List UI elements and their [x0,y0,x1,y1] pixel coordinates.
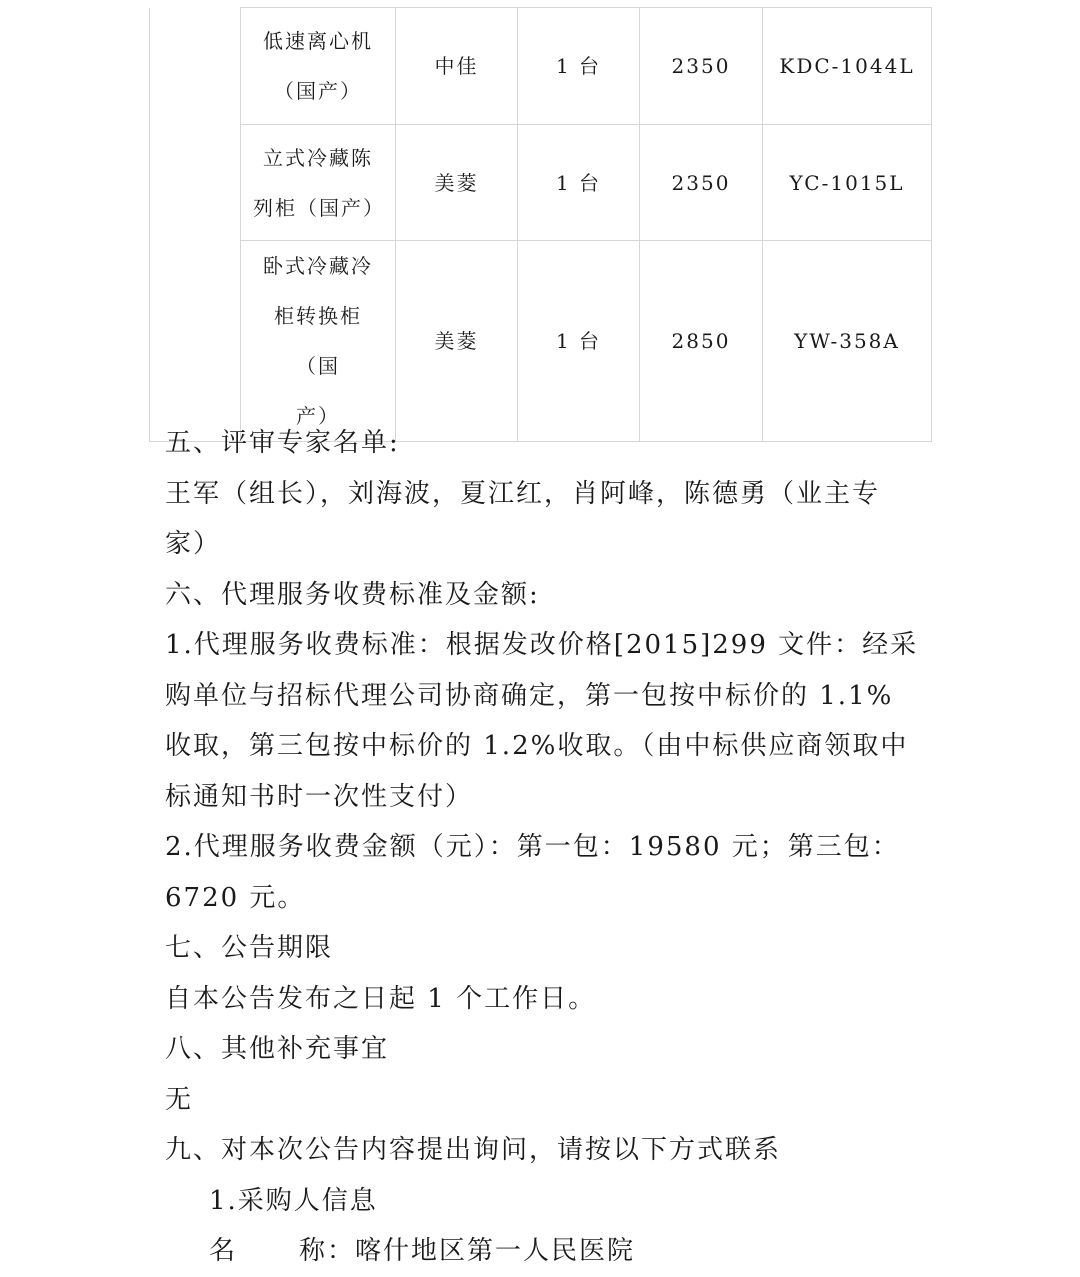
table-cell-quantity: 1 台 [518,8,640,125]
table-cell-brand: 美菱 [396,241,518,442]
table-row [150,8,932,125]
table-cell-name [241,8,396,125]
table-cell-model: KDC-1044L [763,8,932,125]
table-cell-name [241,125,396,241]
table-cell-name [241,241,396,442]
name-line: 低速离心机 [263,29,373,53]
fee-standard-line: 购单位与招标代理公司协商确定，第一包按中标价的 1.1% [165,680,894,711]
name-line: （国产） [274,79,362,103]
name-line: 卧式冷藏冷 [263,254,373,278]
fee-standard-line: 收取，第三包按中标价的 1.2%收取。（由中标供应商领取中 [165,731,909,761]
table-merged-blank-cell [150,8,241,442]
equipment-table [149,7,932,442]
period-text: 自本公告发布之日起 1 个工作日。 [165,983,597,1014]
table-cell-price: 2350 [640,8,763,125]
fee-standard-line: 1.代理服务收费标准：根据发改价格[2015]299 文件：经采 [165,630,919,660]
table-cell-model: YW-358A [763,241,932,442]
equipment-table-body [150,8,932,442]
purchaser-name-label-b: 称： [299,1236,356,1266]
purchaser-heading: 1.采购人信息 [209,1185,378,1216]
table-cell-quantity: 1 台 [518,125,640,241]
table-cell-brand: 美菱 [396,125,518,241]
table-cell-price: 2350 [640,125,763,241]
announcement-body [165,418,925,1277]
purchaser-name-value: 喀什地区第一人民医院 [355,1236,636,1266]
purchaser-name-label-a: 名 [209,1236,238,1266]
table-row [150,241,932,442]
table-row [150,125,932,241]
purchaser-name-row [165,1226,925,1277]
section-heading-experts: 五、评审专家名单: [165,428,400,458]
table-cell-brand: 中佳 [396,8,518,125]
section-heading-period: 七、公告期限 [165,933,334,963]
experts-list-line: 家） [165,529,222,559]
name-line: 柜转换柜（国 [274,304,362,378]
name-line: 列柜（国产） [253,195,385,220]
fee-standard-line: 标通知书时一次性支付） [165,781,474,812]
experts-list-line: 王军（组长），刘海波，夏江红，肖阿峰，陈德勇（业主专 [165,478,881,509]
fee-amount-line: 2.代理服务收费金额（元）：第一包：19580 元；第三包： [165,832,900,862]
section-heading-fees: 六、代理服务收费标准及金额: [165,579,540,610]
fee-amount-line: 6720 元。 [165,882,306,913]
name-line: 立式冷藏陈 [263,145,373,170]
table-cell-price: 2850 [640,241,763,442]
section-heading-other: 八、其他补充事宜 [165,1034,390,1064]
other-text: 无 [165,1084,194,1115]
name-line: 产） [296,404,340,428]
table-cell-model: YC-1015L [763,125,932,241]
table-cell-quantity: 1 台 [518,241,640,442]
section-heading-contact: 九、对本次公告内容提出询问，请按以下方式联系 [165,1135,782,1165]
